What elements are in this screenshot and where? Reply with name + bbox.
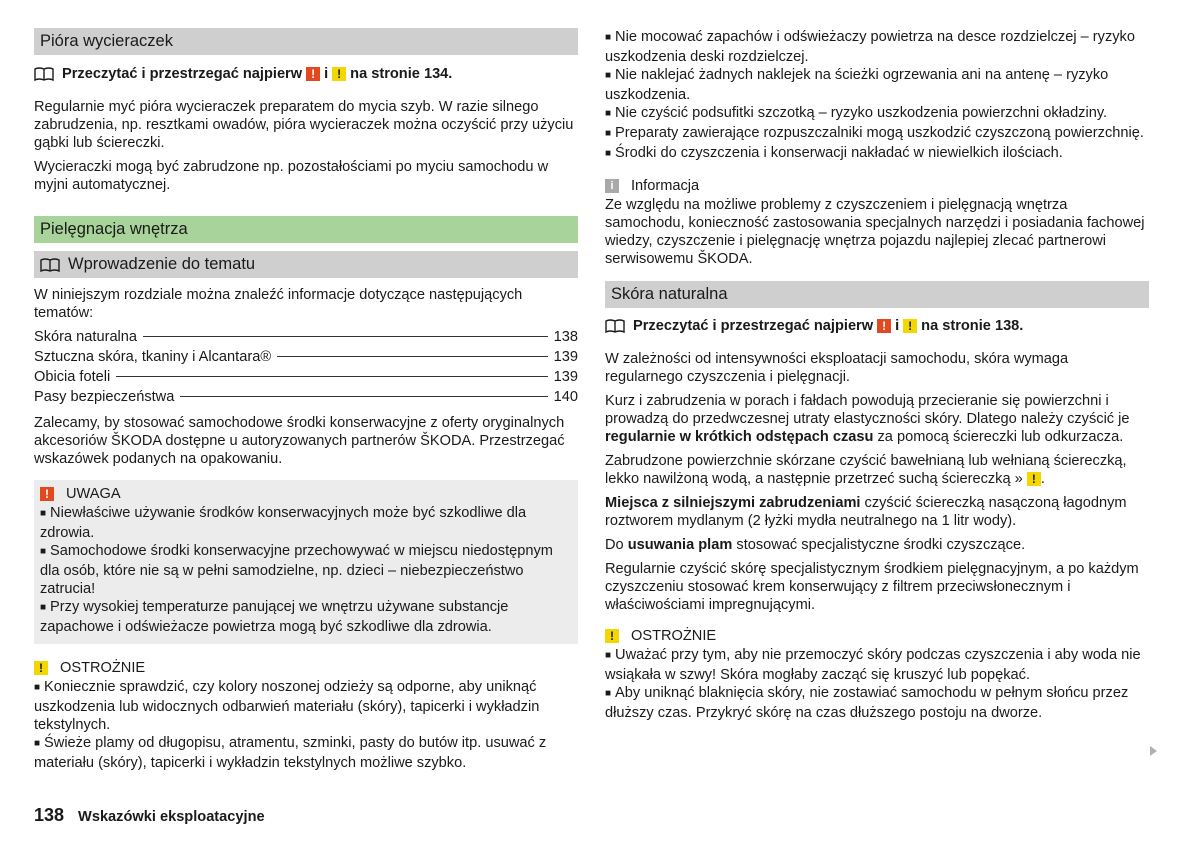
info-icon: i	[605, 179, 619, 193]
toc-leader	[116, 376, 547, 377]
info-title	[605, 176, 1149, 196]
reference-suffix: na stronie 138.	[921, 318, 1024, 334]
caution-box	[34, 658, 578, 772]
toc-row[interactable]	[34, 348, 578, 368]
book-icon	[605, 319, 625, 333]
toc-leader	[277, 356, 548, 357]
emphasis: Miejsca z silniejszymi zabrudzeniami	[605, 495, 861, 511]
toc-row[interactable]	[34, 388, 578, 408]
section-heading-wipers: Pióra wycieraczek	[34, 28, 578, 55]
warning-icon[interactable]: !	[306, 67, 320, 81]
list-item: ■ Nie mocować zapachów i odświeżaczy powietrza na desce rozdzielczej – ryzyko uszkodzenia deski rozdzielczej.	[605, 28, 1149, 66]
list-item: ■ Środki do czyszczenia i konserwacji nakładać w niewielkich ilościach.	[605, 144, 1149, 164]
text-run: Zabrudzone powierzchnie skórzane czyścić bawełnianą lub wełnianą ściereczką, lekko nawilżoną wodą, a następnie przetrzeć suchą ściereczką »	[605, 453, 1127, 487]
text-run: stosować specjalistyczne środki czyszczące.	[732, 537, 1026, 553]
next-page-arrow-icon[interactable]	[1150, 746, 1157, 756]
text-run: Kurz i zabrudzenia w porach i fałdach powodują przecieranie się powierzchni i prowadzą do przedwczesnej utraty elastyczności skóry. Dlatego należy czyścić je	[605, 393, 1130, 427]
caution-icon[interactable]: !	[903, 319, 917, 333]
list-item: ■ Preparaty zawierające rozpuszczalniki mogą uszkodzić czyszczoną powierzchnię.	[605, 124, 1149, 144]
caution-title	[605, 626, 1149, 646]
list-item: ■ Samochodowe środki konserwacyjne przechowywać w miejscu niedostępnym dla osób, które nie są w pełni samodzielne, np. dzieci – niebezpieczeństwo zatrucia!	[40, 542, 572, 598]
list-item: ■ Świeże plamy od długopisu, atramentu, szminki, pasty do butów itp. usuwać z materiału (skóry), tapicerki i wykładzin tekstylnych możliwe szybko.	[34, 734, 578, 772]
intro-heading-label: Wprowadzenie do tematu	[68, 255, 256, 273]
footer-section-title: Wskazówki eksploatacyjne	[78, 809, 265, 825]
toc-label: Skóra naturalna	[34, 329, 138, 345]
warning-box	[34, 480, 578, 644]
text-run: za pomocą ściereczki lub odkurzacza.	[873, 429, 1124, 445]
toc-page: 139	[553, 369, 578, 385]
toc-leader	[180, 396, 547, 397]
info-title-label: Informacja	[631, 178, 700, 194]
right-column	[605, 28, 1149, 722]
paragraph: W zależności od intensywności eksploatacji samochodu, skóra wymaga regularnego czyszczenia i pielęgnacji.	[605, 351, 1069, 385]
caution-box	[605, 626, 1149, 722]
left-column	[34, 28, 578, 772]
warning-title-label: UWAGA	[66, 486, 121, 502]
reference-prefix: Przeczytać i przestrzegać najpierw	[62, 66, 303, 82]
read-first-reference	[605, 316, 1149, 336]
emphasis: usuwania plam	[627, 537, 733, 553]
paragraph: Wycieraczki mogą być zabrudzone np. pozostałościami po myciu samochodu w myjni automatycznej.	[34, 159, 549, 193]
warning-icon[interactable]: !	[877, 319, 891, 333]
reference-and: i	[895, 318, 900, 334]
list-item: ■ Nie czyścić podsufitki szczotką – ryzyko uszkodzenia powierzchni okładziny.	[605, 104, 1149, 124]
paragraph: Ze względu na możliwe problemy z czyszczeniem i pielęgnacją wnętrza samochodu, konieczność zastosowania specjalnych narzędzi i posiadania fachowej wiedzy, czyszczenie i pielęgnację wnętrza pojazdu najlepiej zlecać partnerowi serwisowemu ŠKODA.	[605, 197, 1145, 267]
caution-title-label: OSTROŻNIE	[631, 628, 717, 644]
toc-label: Obicia foteli	[34, 369, 111, 385]
read-first-reference	[34, 64, 578, 84]
reference-suffix: na stronie 134.	[350, 66, 453, 82]
table-of-contents	[34, 328, 578, 408]
book-icon	[34, 67, 54, 81]
caution-icon: !	[605, 629, 619, 643]
page-number: 138	[34, 805, 65, 825]
paragraph	[605, 536, 1149, 554]
toc-row[interactable]	[34, 368, 578, 388]
list-item: ■ Aby uniknąć blaknięcia skóry, nie zostawiać samochodu w pełnym słońcu przez dłuższy czas. Przykryć skórę na czas dłuższego postoju na dworze.	[605, 684, 1149, 722]
warning-icon: !	[40, 487, 54, 501]
paragraph	[605, 494, 1149, 530]
paragraph: Regularnie myć pióra wycieraczek preparatem do mycia szyb. W razie silnego zabrudzenia, np. resztkami owadów, pióra wycieraczek można oczyścić przy użyciu gąbki lub ściereczki.	[34, 99, 574, 151]
caution-icon[interactable]: !	[1027, 472, 1041, 486]
caution-title-label: OSTROŻNIE	[60, 660, 146, 676]
reference-and: i	[324, 66, 329, 82]
emphasis: regularnie w krótkich odstępach czasu	[605, 429, 874, 445]
intro-heading	[34, 251, 578, 278]
caution-title	[34, 658, 578, 678]
reference-prefix: Przeczytać i przestrzegać najpierw	[633, 318, 874, 334]
text-run: czyścić ściereczką nasączoną łagodnym roztworem mydlanym (2 łyżki mydła neutralnego na 1 litr wody).	[605, 495, 1127, 529]
toc-leader	[143, 336, 548, 337]
info-box	[605, 176, 1149, 268]
caution-icon: !	[34, 661, 48, 675]
toc-page: 138	[553, 329, 578, 345]
text-run: Do	[605, 537, 628, 553]
caution-icon[interactable]: !	[332, 67, 346, 81]
toc-page: 140	[553, 389, 578, 405]
paragraph	[605, 392, 1149, 446]
paragraph: Regularnie czyścić skórę specjalistycznym środkiem pielęgnacyjnym, a po każdym czyszczeniu stosować krem konserwujący z filtrem przeciwsłonecznym i właściwościami impregnującymi.	[605, 561, 1139, 613]
list-item: ■ Niewłaściwe używanie środków konserwacyjnych może być szkodliwe dla zdrowia.	[40, 504, 572, 542]
toc-page: 139	[553, 349, 578, 365]
warning-title	[40, 484, 572, 504]
toc-label: Pasy bezpieczeństwa	[34, 389, 175, 405]
section-heading-leather: Skóra naturalna	[605, 281, 1149, 308]
list-item: ■ Przy wysokiej temperaturze panującej we wnętrzu używane substancje zapachowe i odświeżacze powietrza mogą być szkodliwe dla zdrowia.	[40, 598, 572, 636]
paragraph: Zalecamy, by stosować samochodowe środki konserwacyjne z oferty oryginalnych akcesoriów ŠKODA dostępne u autoryzowanych partnerów ŠKODA. Przestrzegać wskazówek podanych na opakowaniu.	[34, 415, 565, 467]
chapter-heading-interior: Pielęgnacja wnętrza	[34, 216, 578, 243]
list-item: ■ Koniecznie sprawdzić, czy kolory noszonej odzieży są odporne, aby uniknąć uszkodzenia lub widocznych odbarwień materiału (skóry), tapicerki i wykładzin tekstylnych.	[34, 678, 578, 734]
paragraph: W niniejszym rozdziale można znaleźć informacje dotyczące następujących tematów:	[34, 287, 523, 321]
paragraph: Zabrudzone powierzchnie skórzane czyścić bawełnianą lub wełnianą ściereczką, lekko nawilżoną wodą, a następnie przetrzeć suchą ściereczką » ! .	[605, 453, 1127, 487]
toc-label: Sztuczna skóra, tkaniny i Alcantara®	[34, 349, 272, 365]
page-footer	[34, 806, 265, 826]
list-item: ■ Nie naklejać żadnych naklejek na ścieżki ogrzewania ani na antenę – ryzyko uszkodzenia.	[605, 66, 1149, 104]
toc-row[interactable]	[34, 328, 578, 348]
list-item: ■ Uważać przy tym, aby nie przemoczyć skóry podczas czyszczenia i aby woda nie wsiąkała w szwy! Skóra mogłaby zacząć się kruszyć lub popękać.	[605, 646, 1149, 684]
book-icon	[40, 258, 60, 272]
